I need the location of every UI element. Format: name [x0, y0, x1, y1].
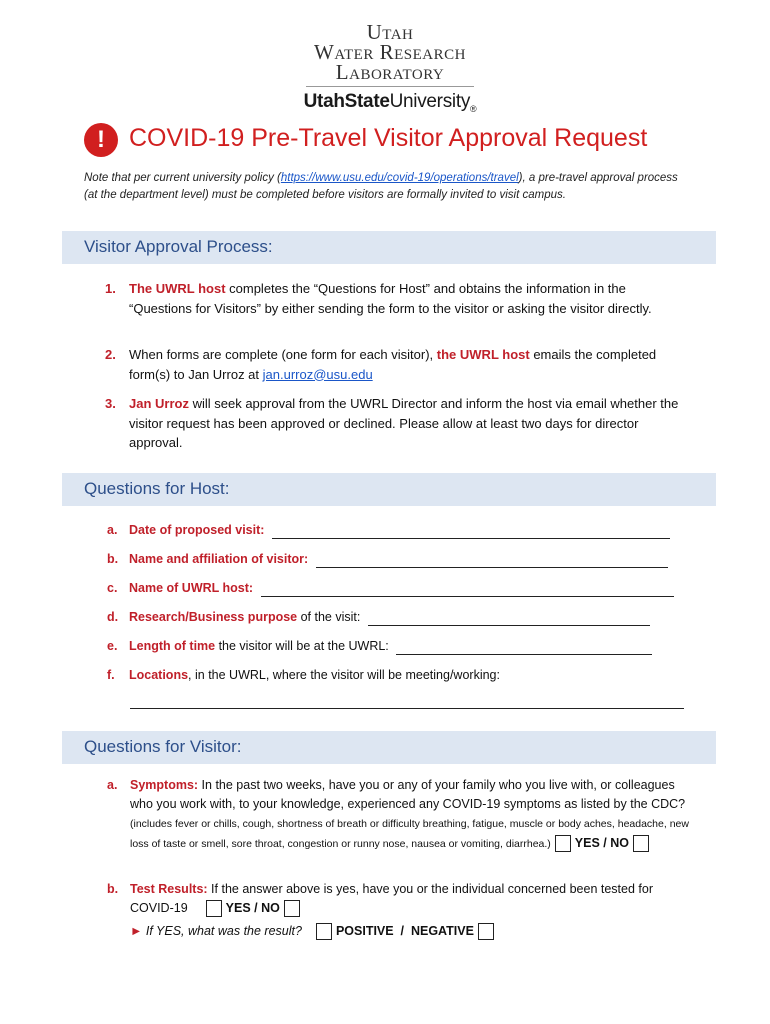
- travel-policy-link[interactable]: https://www.usu.edu/covid-19/operations/travel: [280, 172, 519, 184]
- host-name-field[interactable]: [261, 582, 674, 597]
- step-text-mid: emails the completed form(s) to Jan Urroz at: [129, 347, 657, 382]
- step-actor: Jan Urroz: [129, 396, 189, 411]
- host-question-d: [107, 608, 650, 626]
- question-text: In the past two weeks, have you or any of your family who you live with, or colleagues who you work with, to your knowledge, experienced any COVID-19 symptoms as listed by the CDC?: [130, 778, 686, 811]
- question-letter: b.: [107, 882, 119, 896]
- tested-yes-checkbox[interactable]: [206, 900, 222, 917]
- question-label: Name of UWRL host:: [129, 581, 254, 595]
- question-rest: , in the UWRL, where the visitor will be meeting/working:: [188, 668, 500, 682]
- host-question-b: [107, 550, 668, 568]
- question-letter: a.: [107, 523, 118, 537]
- question-label: Test Results:: [130, 882, 208, 896]
- positive-checkbox[interactable]: [316, 923, 332, 940]
- date-of-visit-field[interactable]: [272, 524, 670, 539]
- title-row: [84, 123, 724, 159]
- locations-field[interactable]: [130, 708, 684, 709]
- step-actor: the UWRL host: [436, 347, 530, 362]
- step-number: 3.: [105, 396, 116, 411]
- question-text: If the answer above is yes, have you or the individual concerned been tested for COVID-19: [130, 882, 653, 915]
- purpose-field[interactable]: [368, 611, 650, 626]
- question-letter: e.: [107, 639, 118, 653]
- step-text: completes the “Questions for Host” and obtains the information in the “Questions for Visitors” by either sending the form to the visitor or asking the visitor directly.: [129, 281, 652, 316]
- question-label: Symptoms:: [130, 778, 199, 792]
- policy-note: [84, 170, 684, 204]
- length-of-time-field[interactable]: [396, 640, 652, 655]
- question-label: Length of time: [129, 639, 216, 653]
- visitor-question-b: [107, 880, 697, 941]
- symptom-list: (includes fever or chills, cough, shortness of breath or difficulty breathing, fatigue, muscle or body aches, headache, new loss of taste or smell, sore throat, congestion or runny nose, nausea or vomiting, diarrhea.): [130, 818, 689, 850]
- question-label: Research/Business purpose: [129, 610, 298, 624]
- section-title-process: Visitor Approval Process:: [84, 237, 273, 256]
- step-number: 2.: [105, 347, 116, 362]
- step-text-pre: When forms are complete (one form for each visitor),: [129, 347, 437, 362]
- question-label: Locations: [129, 668, 189, 682]
- section-title-visitor: Questions for Visitor:: [84, 737, 242, 756]
- host-question-a: [107, 521, 670, 539]
- question-letter: f.: [107, 668, 115, 682]
- note-prefix: Note that per current university policy (: [84, 172, 281, 184]
- host-question-e: [107, 637, 652, 655]
- question-rest: the visitor will be at the UWRL:: [215, 639, 389, 653]
- uwrl-logo: [300, 22, 480, 114]
- logo-line-2: Water Research: [314, 40, 466, 64]
- usu-wordmark-regular: University: [389, 91, 471, 112]
- yes-no-label: YES / NO: [574, 836, 629, 850]
- step-actor: The UWRL host: [129, 281, 226, 296]
- followup-question: If YES, what was the result?: [142, 924, 302, 938]
- registered-mark: ®: [470, 103, 477, 114]
- email-link[interactable]: jan.urroz@usu.edu: [262, 366, 373, 382]
- process-step-1: [105, 279, 685, 318]
- section-header-visitor: [62, 731, 716, 764]
- question-letter: d.: [107, 610, 119, 624]
- arrow-icon: ►: [130, 924, 143, 938]
- result-label: POSITIVE / NEGATIVE: [335, 924, 474, 938]
- usu-wordmark-bold: UtahState: [303, 91, 390, 112]
- yes-checkbox[interactable]: [555, 835, 571, 852]
- process-step-3: [105, 394, 685, 453]
- page-title: COVID-19 Pre-Travel Visitor Approval Request: [129, 124, 648, 152]
- no-checkbox[interactable]: [633, 835, 649, 852]
- usu-wordmark: [300, 91, 480, 114]
- question-rest: of the visit:: [297, 610, 361, 624]
- visitor-name-field[interactable]: [316, 553, 668, 568]
- step-text: will seek approval from the UWRL Director and inform the host via email whether the visitor request has been approved or declined. Please allow at least two days for director approval.: [129, 396, 679, 450]
- host-question-c: [107, 579, 674, 597]
- question-label: Name and affiliation of visitor:: [129, 552, 309, 566]
- question-label: Date of proposed visit:: [129, 523, 265, 537]
- logo-divider: [306, 86, 474, 87]
- note-suffix: ), a pre-travel approval process (at the department level) must be completed before visitors are formally invited to visit campus.: [84, 172, 678, 201]
- visitor-question-a: [107, 776, 697, 854]
- host-question-f: [107, 666, 500, 684]
- process-step-2: [105, 345, 685, 384]
- question-letter: c.: [107, 581, 118, 595]
- section-title-host: Questions for Host:: [84, 479, 230, 498]
- yes-no-label: YES / NO: [225, 901, 280, 915]
- question-letter: b.: [107, 552, 119, 566]
- tested-no-checkbox[interactable]: [284, 900, 300, 917]
- alert-icon: !: [84, 123, 118, 157]
- step-number: 1.: [105, 281, 116, 296]
- logo-line-3: Laboratory: [335, 60, 445, 84]
- section-header-process: [62, 231, 716, 264]
- section-header-host: [62, 473, 716, 506]
- question-letter: a.: [107, 778, 118, 792]
- logo-line-1: Utah: [366, 20, 414, 44]
- negative-checkbox[interactable]: [478, 923, 494, 940]
